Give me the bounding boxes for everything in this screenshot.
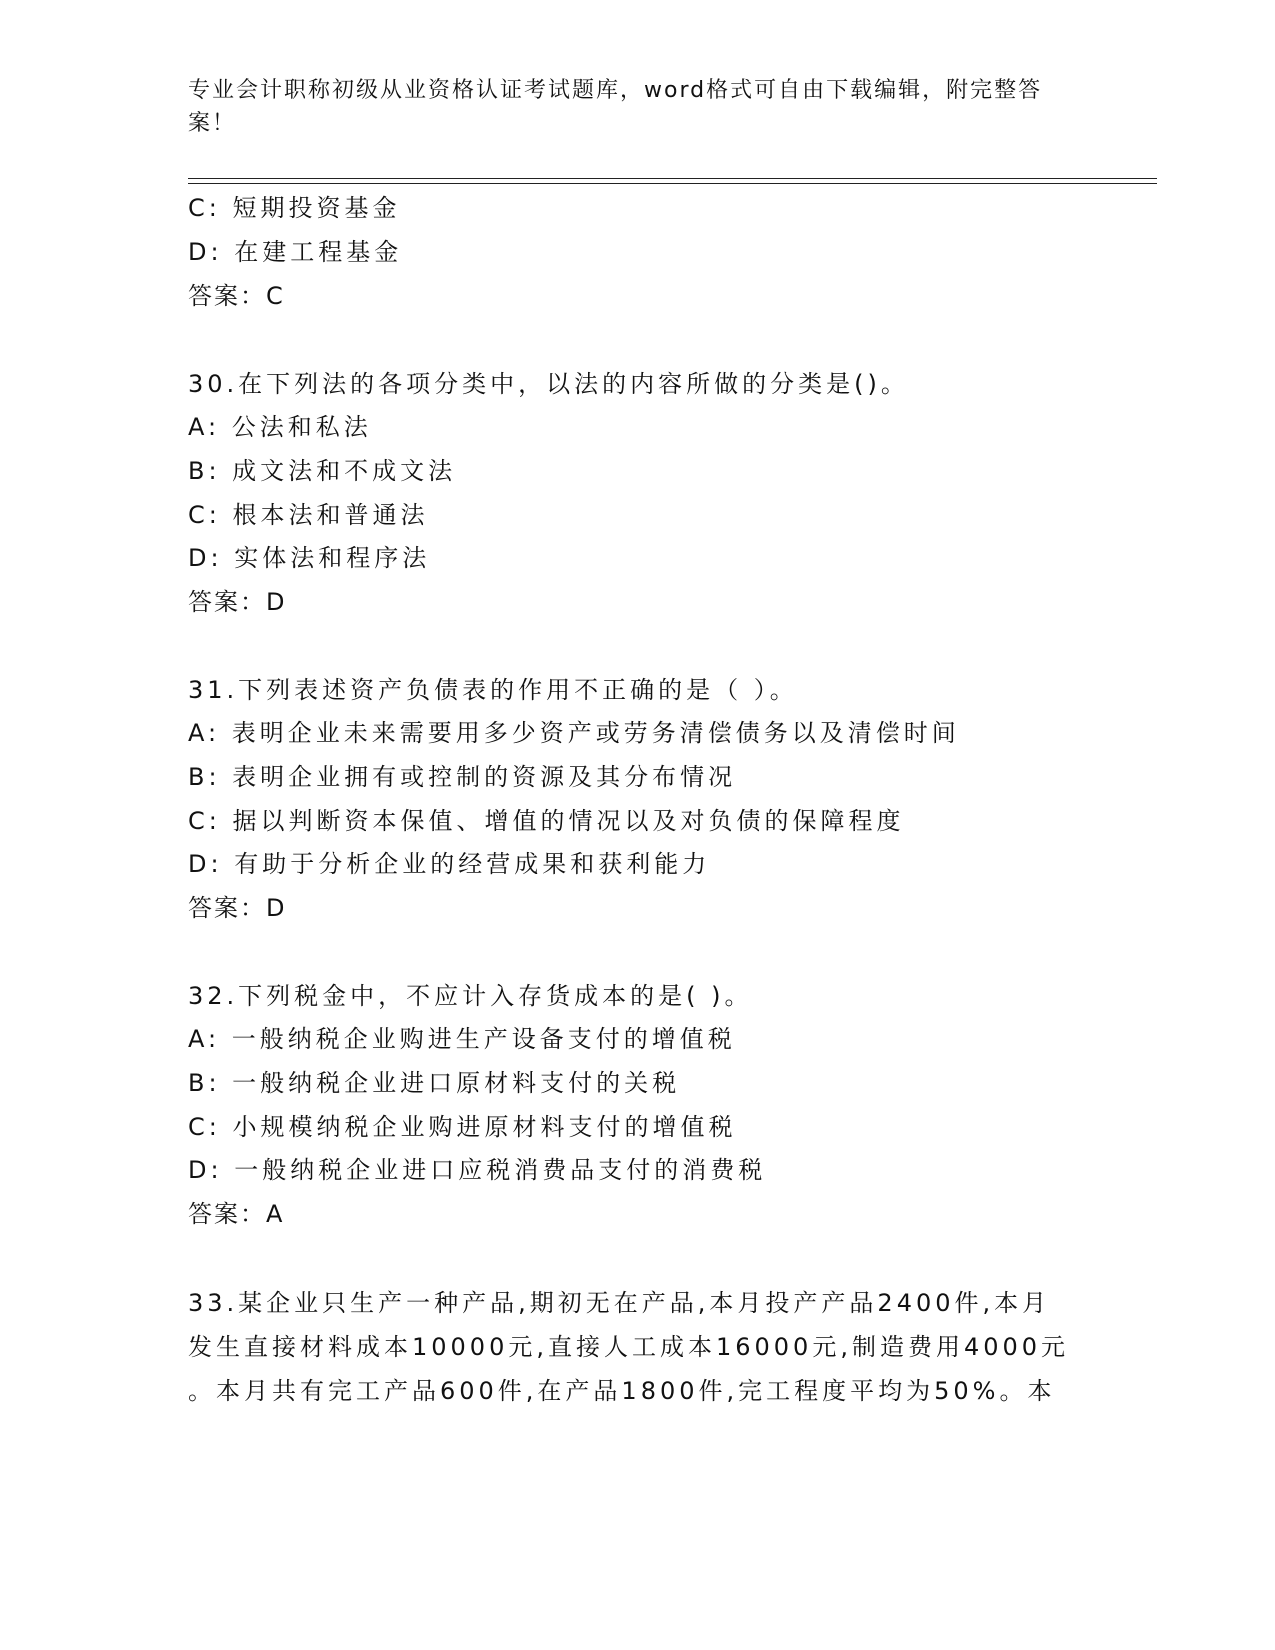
q30-option-a: A: 公法和私法 [188, 413, 372, 441]
q33-line-1: 33.某企业只生产一种产品,期初无在产品,本月投产产品2400件,本月 [188, 1289, 1051, 1317]
q31-question: 31.下列表述资产负债表的作用不正确的是（ ）。 [188, 676, 798, 704]
q29-option-c: C: 短期投资基金 [188, 194, 401, 222]
q32-option-b: B: 一般纳税企业进口原材料支付的关税 [188, 1069, 681, 1097]
header-line-2: 案！ [188, 111, 237, 136]
q29-answer: 答案：C [188, 282, 285, 310]
q31-option-a: A: 表明企业未来需要用多少资产或劳务清偿债务以及清偿时间 [188, 719, 960, 747]
q29-option-d: D: 在建工程基金 [188, 238, 403, 266]
q31-option-c: C: 据以判断资本保值、增值的情况以及对负债的保障程度 [188, 807, 905, 835]
q31-option-b: B: 表明企业拥有或控制的资源及其分布情况 [188, 763, 737, 791]
q33-line-3: 。本月共有完工产品600件,在产品1800件,完工程度平均为50%。本 [188, 1377, 1056, 1405]
q33-line-2: 发生直接材料成本10000元,直接人工成本16000元,制造费用4000元 [188, 1333, 1070, 1361]
document-header [188, 74, 1068, 140]
header-divider-top [188, 178, 1157, 179]
header-line-1: 专业会计职称初级从业资格认证考试题库，word格式可自由下载编辑，附完整答 [188, 78, 1043, 103]
q32-question: 32.下列税金中，不应计入存货成本的是( )。 [188, 982, 753, 1010]
q32-answer: 答案：A [188, 1200, 285, 1228]
q31-option-d: D: 有助于分析企业的经营成果和获利能力 [188, 850, 711, 878]
q30-question: 30.在下列法的各项分类中，以法的内容所做的分类是()。 [188, 370, 909, 398]
q31-answer: 答案：D [188, 894, 287, 922]
q30-option-c: C: 根本法和普通法 [188, 501, 429, 529]
q32-option-d: D: 一般纳税企业进口应税消费品支付的消费税 [188, 1156, 767, 1184]
q30-option-b: B: 成文法和不成文法 [188, 457, 457, 485]
header-divider-bottom [188, 183, 1157, 184]
q32-option-c: C: 小规模纳税企业购进原材料支付的增值税 [188, 1113, 737, 1141]
q30-option-d: D: 实体法和程序法 [188, 544, 431, 572]
q32-option-a: A: 一般纳税企业购进生产设备支付的增值税 [188, 1025, 736, 1053]
q30-answer: 答案：D [188, 588, 287, 616]
